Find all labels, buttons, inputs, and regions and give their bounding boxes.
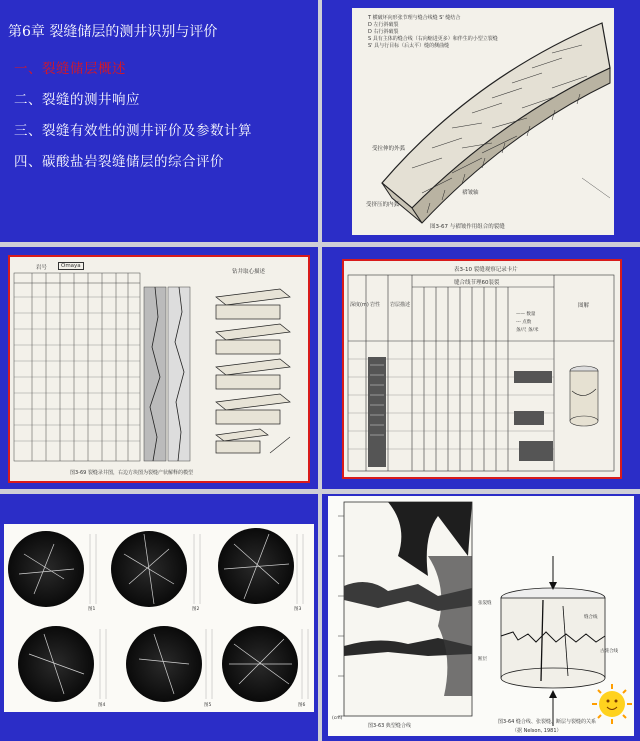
label-outer-arc: 受拉伸的外弧 — [372, 146, 406, 152]
slide-5-thumbnail[interactable] — [0, 494, 318, 741]
column-depth: 深度(m) — [350, 302, 369, 308]
photo-caption: 图1 — [88, 607, 96, 612]
photo-caption: 图3 — [294, 607, 302, 612]
column-lithology: 岩性 — [370, 302, 381, 308]
core-photo-grid — [4, 524, 314, 712]
scanned-table-fracture-card — [342, 259, 622, 479]
label-fold-axis: 褶皱轴 — [462, 190, 479, 196]
table-group-header: 缝合线节理60装裂 — [454, 280, 500, 286]
scanned-core-photos — [4, 524, 314, 712]
photo-caption: 图4 — [98, 703, 106, 708]
scanned-figure-stylolite — [328, 496, 634, 736]
figure-source: （据 Nelson, 1981） — [512, 728, 562, 734]
figure-caption: 图3-64 缝合线、张裂缝、断层与裂缝的关系 — [498, 719, 596, 725]
log-chart — [10, 257, 308, 481]
figure-caption: 图3-63 典型缝合线 — [368, 723, 411, 729]
legend-unit: 条/尺 条/米 — [516, 328, 539, 333]
menu-item-effectiveness[interactable]: 三、裂缝有效性的测井评价及参数计算 — [14, 123, 252, 139]
label-tension-fracture: 张裂缝 — [478, 601, 492, 606]
legend-line: D 右行斜破裂 — [368, 29, 399, 35]
log-column-title: 钻井取心描述 — [232, 269, 266, 275]
photo-caption: 图6 — [298, 703, 306, 708]
photo-caption: 图2 — [192, 607, 200, 612]
scanned-figure-fold — [352, 8, 614, 235]
legend-line: T 横破坏向形张节理与缝合线缝 S' 缝结合 — [368, 15, 461, 21]
legend-count: —— 数量 — [516, 312, 536, 317]
observation-table — [344, 261, 620, 477]
legend-line: S' 具与行目标（后太平）缝的侧曲缝 — [368, 43, 450, 49]
log-header-value: Omaya — [58, 262, 84, 270]
label-stylolite: 缝合线 — [584, 615, 598, 620]
figure-caption: 图3-67 与褶皱作用组合的裂缝 — [430, 224, 505, 230]
menu-item-carbonate[interactable]: 四、碳酸盐岩裂缝储层的综合评价 — [14, 154, 224, 170]
menu-item-log-response[interactable]: 二、裂缝的测井响应 — [14, 92, 140, 108]
legend-line: D 左行斜破裂 — [368, 22, 399, 28]
column-diagram: 图解 — [578, 303, 590, 309]
label-fault: 断层 — [478, 657, 487, 662]
table-title: 表3-10 裂缝观察记录卡片 — [454, 267, 518, 273]
legend-line: S 具有主体的缝合线（右向缩进更多）和伴生的小型立裂缝 — [368, 36, 498, 42]
slide-title: 第6章 裂缝储层的测井识别与评价 — [8, 24, 218, 40]
log-header-label: 岩号 — [36, 265, 48, 271]
slide-6-thumbnail[interactable] — [322, 494, 640, 741]
menu-item-overview[interactable]: 一、裂缝储层概述 — [14, 61, 126, 77]
legend-points: --- 点数 — [516, 320, 532, 325]
slide-1-thumbnail[interactable] — [0, 0, 318, 242]
figure-caption: 图3-69 裂缝录井图，右边方块图为裂缝产状解释的模型 — [70, 470, 193, 476]
slide-2-thumbnail[interactable] — [322, 0, 640, 242]
label-paleo-stylolite: 古缝合线 — [600, 649, 618, 654]
axis-unit-label: (cm) — [332, 716, 343, 721]
slide-4-thumbnail[interactable] — [322, 247, 640, 489]
slide-3-thumbnail[interactable] — [0, 247, 318, 489]
scanned-figure-log — [8, 255, 310, 483]
column-rock: 岩层描述 — [390, 302, 411, 308]
photo-caption: 图5 — [204, 703, 212, 708]
label-inner-arc: 受挤压的内弧 — [366, 202, 400, 208]
